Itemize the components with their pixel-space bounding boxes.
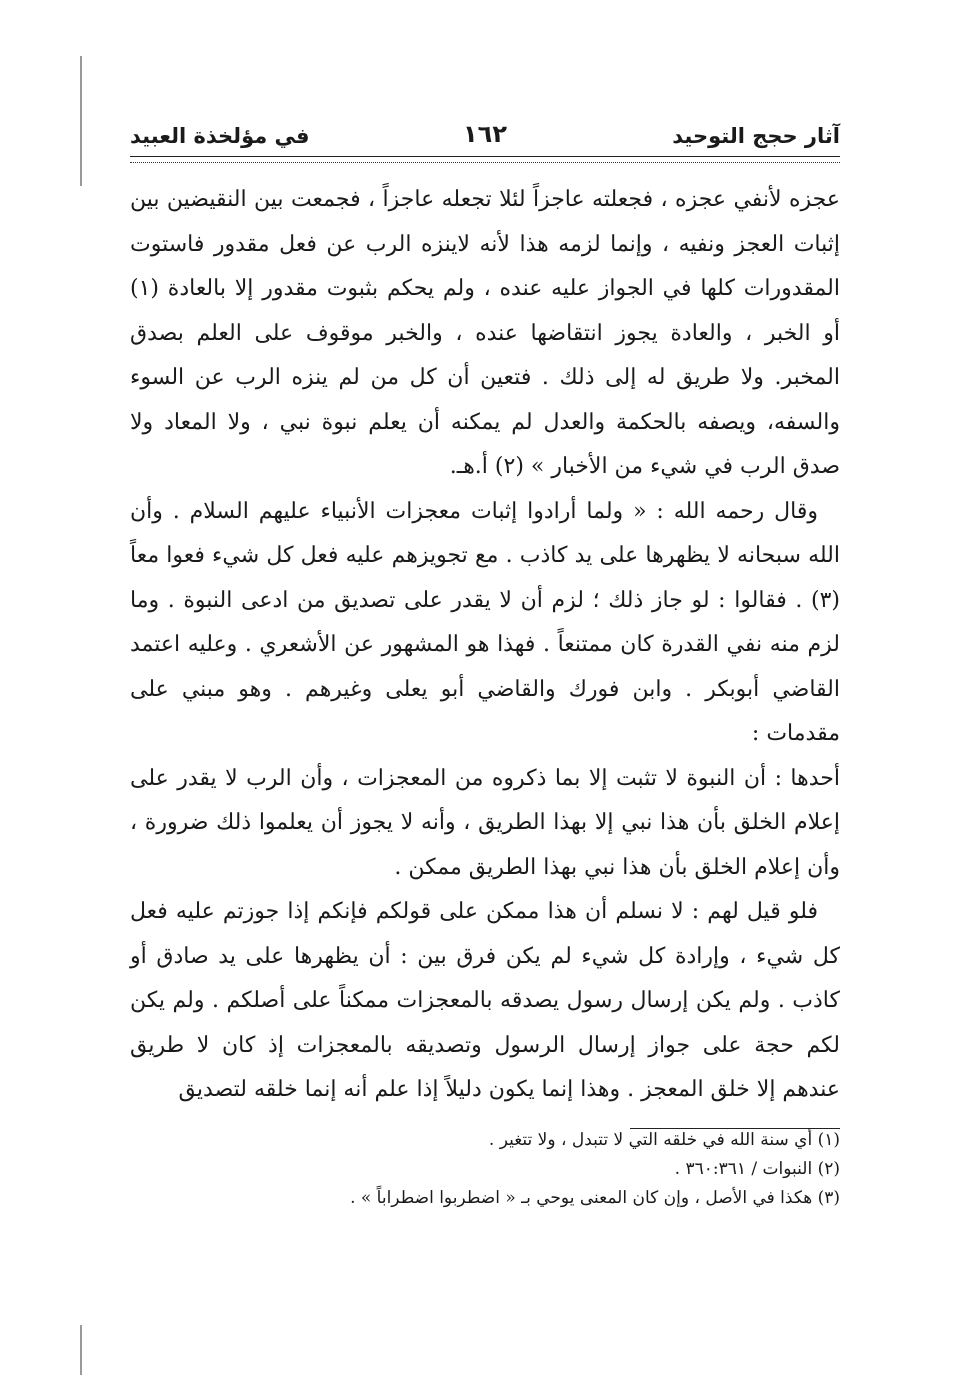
paragraph: عجزه لأنفي عجزه ، فجعلته عاجزاً لئلا تجعله عاجزاً ، فجمعت بين النقيضين بين إثبات العجز ونفيه ، وإنما لزمه هذا لأنه لاينزه الرب عن فعل مقدور فاستوت المقدورات كلها في الجواز عليه عنده ، ولم يحكم بثبوت مقدور إلا بالعادة (١) أو الخبر ، والعادة يجوز انتقاضها عنده ، والخبر موقوف على العلم بصدق المخبر. ولا طريق له إلى ذلك . فتعين أن كل من لم ينزه الرب عن السوء والسفه، ويصفه بالحكمة والعدل لم يمكنه أن يعلم نبوة نبي ، ولا المعاد ولا صدق الرب في شيء من الأخبار » (٢) أ.هـ. xyxy=(130,187,841,479)
paragraph: فلو قيل لهم : لا نسلم أن هذا ممكن على قولكم فإنكم إذا جوزتم عليه فعل كل شيء ، وإرادة كل شيء لم يكن فرق بين : أن يظهرها على يد صادق أو كاذب . ولم يكن إرسال رسول يصدقه بالمعجزات ممكناً على أصلكم . ولم يكن لكم حجة على جواز إرسال الرسول وتصديقه بالمعجزات إذ كان لا طريق عندهم إلا خلق المعجز . وهذا إنما يكون دليلاً إذا علم أنه إنما خلقه لتصديق xyxy=(130,899,840,1102)
scan-edge-mark-bottom xyxy=(80,1325,82,1375)
header-rule xyxy=(130,156,840,163)
paragraph: وقال رحمه الله : « ولما أرادوا إثبات معجزات الأنبياء عليهم السلام . وأن الله سبحانه لا يظهرها على يد كاذب . مع تجويزهم عليه فعل كل شيء فعوا معاً (٣) . فقالوا : لو جاز ذلك ؛ لزم أن لا يقدر على تصديق من ادعى النبوة . وما لزم منه نفي القدرة كان ممتنعاً . فهذا هو المشهور عن الأشعري . وعليه اعتمد القاضي أبوبكر . وابن فورك والقاضي أبو يعلى وغيرهم . وهو مبني على مقدمات : xyxy=(130,498,840,746)
paragraph: أحدها : أن النبوة لا تثبت إلا بما ذكروه من المعجزات ، وأن الرب لا يقدر على إعلام الخلق بأن هذا نبي إلا بهذا الطريق ، وأنه لا يجوز أن يعلموا ذلك ضرورة ، وأن إعلام الخلق بأن هذا نبي بهذا الطريق ممكن . xyxy=(130,765,840,880)
scan-edge-mark-top xyxy=(80,56,82,186)
footnote: (٢) النبوات / ٣٦٠:٣٦١ . xyxy=(674,1159,840,1179)
footnotes xyxy=(300,1126,840,1213)
main-text xyxy=(130,178,840,1113)
footnote: (١) أي سنة الله في خلقه التي لا تتبدل ، ولا تتغير . xyxy=(488,1130,840,1150)
page-number: ١٦٢ xyxy=(463,120,507,148)
section-title: في مؤلخذة العبيد xyxy=(130,124,310,148)
book-title: آثار حجج التوحيد xyxy=(672,124,840,148)
footnote: (٣) هكذا في الأصل ، وإن كان المعنى يوحي بـ « اضطربوا اضطراباً » . xyxy=(350,1188,840,1208)
